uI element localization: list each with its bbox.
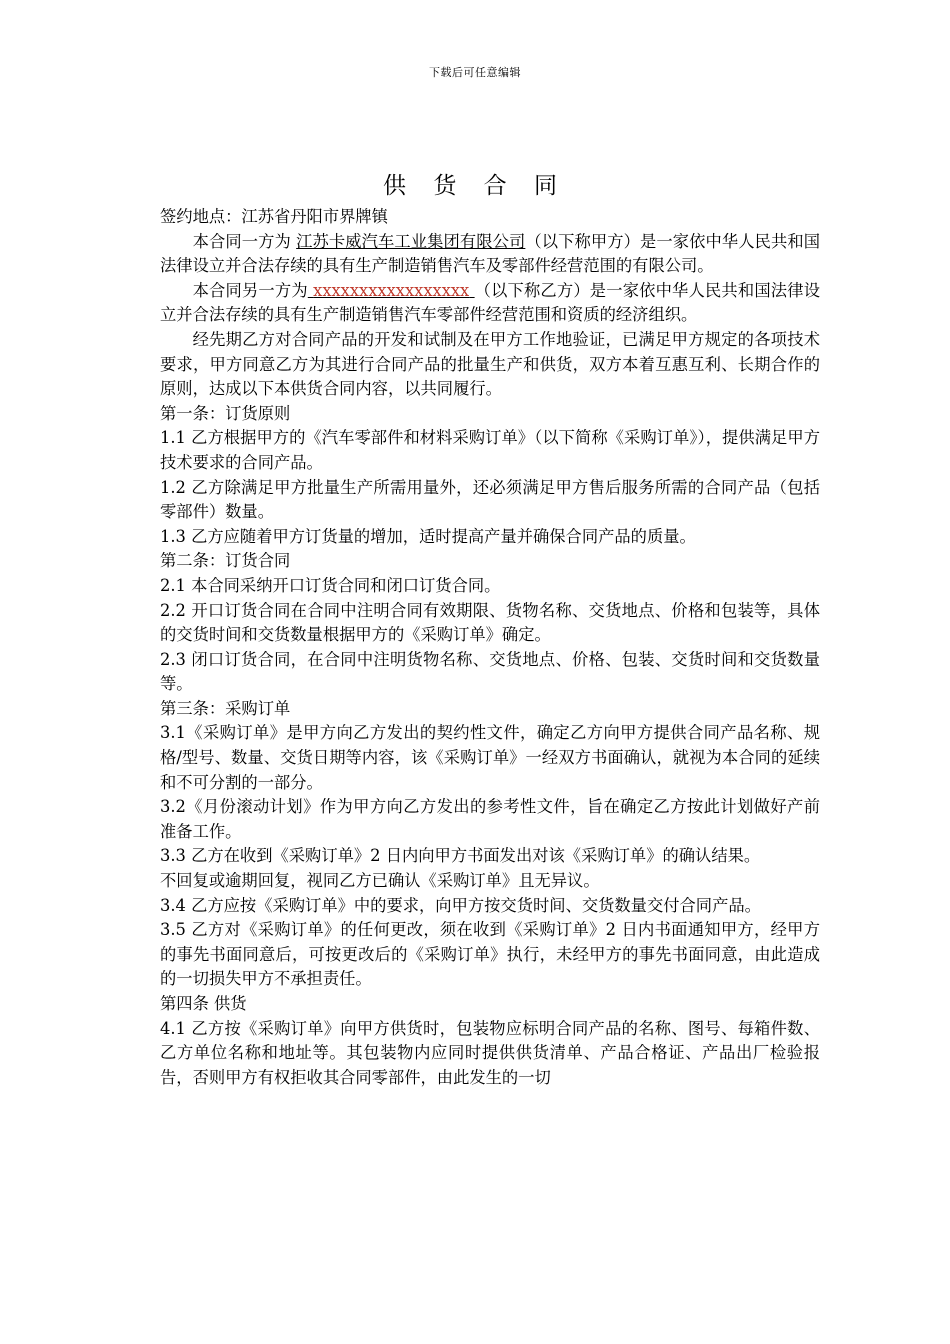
header-note: 下载后可任意编辑: [429, 66, 521, 79]
party-a-paragraph: [160, 230, 820, 279]
clause-line: 2.1 本合同采纳开口订货合同和闭口订货合同。: [160, 575, 501, 595]
party-a-post: （以下称甲方）是一家依中华人民共和国法律设立并合法存续的具有生产制造销售汽车及零部件经营范围的有限公司。: [160, 231, 820, 276]
clause-line: 3.5 乙方对《采购订单》的任何更改，须在收到《采购订单》2 日内书面通知甲方，经甲方的事先书面同意后，可按更改后的《采购订单》执行，未经甲方的事先书面同意，由此造成的一切损失甲方不承担责任。: [160, 920, 820, 989]
clause-line: 第四条 供货: [160, 994, 247, 1013]
clause-line: 3.4 乙方应按《采购订单》中的要求，向甲方按交货时间、交货数量交付合同产品。: [160, 895, 761, 915]
party-b-paragraph: [160, 279, 820, 328]
contract-body: [160, 205, 820, 1090]
party-b-name: xxxxxxxxxxxxxxxxx: [313, 280, 470, 300]
clause-line: 2.2 开口订货合同在合同中注明合同有效期限、货物名称、交货地点、价格和包装等，具体的交货时间和交货数量根据甲方的《采购订单》确定。: [160, 600, 820, 645]
clause-line: 2.3 闭口订货合同，在合同中注明货物名称、交货地点、价格、包装、交货时间和交货数量等。: [160, 649, 820, 694]
clause-line: 3.2《月份滚动计划》作为甲方向乙方发出的参考性文件，旨在确定乙方按此计划做好产前准备工作。: [160, 797, 820, 841]
clause-line: 4.1 乙方按《采购订单》向甲方供货时，包装物应标明合同产品的名称、图号、每箱件数、乙方单位名称和地址等。其包装物内应同时提供供货清单、产品合格证、产品出厂检验报告，否则甲方有权拒收其合同零部件，由此发生的一切: [160, 1018, 820, 1087]
party-b-pre: 本合同另一方为: [192, 280, 308, 300]
document-title: 供 货 合 同: [383, 173, 567, 199]
clause-line: 第二条：订货合同: [160, 551, 291, 571]
sign-place: 签约地点：江苏省丹阳市界牌镇: [160, 207, 388, 226]
party-b-post: （以下称乙方）是一家依中华人民共和国法律设立并合法存续的具有生产制造销售汽车零部件经营范围和资质的经济组织。: [160, 280, 820, 325]
party-a-name: 江苏卡威汽车工业集团有限公司: [296, 231, 526, 251]
clause-line: 1.2 乙方除满足甲方批量生产所需用量外，还必须满足甲方售后服务所需的合同产品（包括零部件）数量。: [160, 477, 820, 522]
clause-line: 3.3 乙方在收到《采购订单》2 日内向甲方书面发出对该《采购订单》的确认结果。: [160, 846, 761, 866]
clause-line: 第一条：订货原则: [160, 403, 291, 423]
clause-line: 1.3 乙方应随着甲方订货量的增加，适时提高产量并确保合同产品的质量。: [160, 526, 696, 546]
clause-line: 不回复或逾期回复，视同乙方已确认《采购订单》且无异议。: [160, 871, 600, 891]
party-a-pre: 本合同一方为: [192, 231, 291, 251]
clause-line: 3.1《采购订单》是甲方向乙方发出的契约性文件，确定乙方向甲方提供合同产品名称、规格/型号、数量、交货日期等内容，该《采购订单》一经双方书面确认，就视为本合同的延续和不可分割的一部分。: [160, 723, 820, 792]
clause-line: 1.1 乙方根据甲方的《汽车零部件和材料采购订单》（以下简称《采购订单》），提供满足甲方技术要求的合同产品。: [160, 428, 820, 472]
intro-paragraph: 经先期乙方对合同产品的开发和试制及在甲方工作地验证，已满足甲方规定的各项技术要求，甲方同意乙方为其进行合同产品的批量生产和供货，双方本着互惠互利、长期合作的原则，达成以下本供货合同内容，以共同履行。: [160, 329, 820, 399]
clause-line: 第三条：采购订单: [160, 698, 291, 718]
